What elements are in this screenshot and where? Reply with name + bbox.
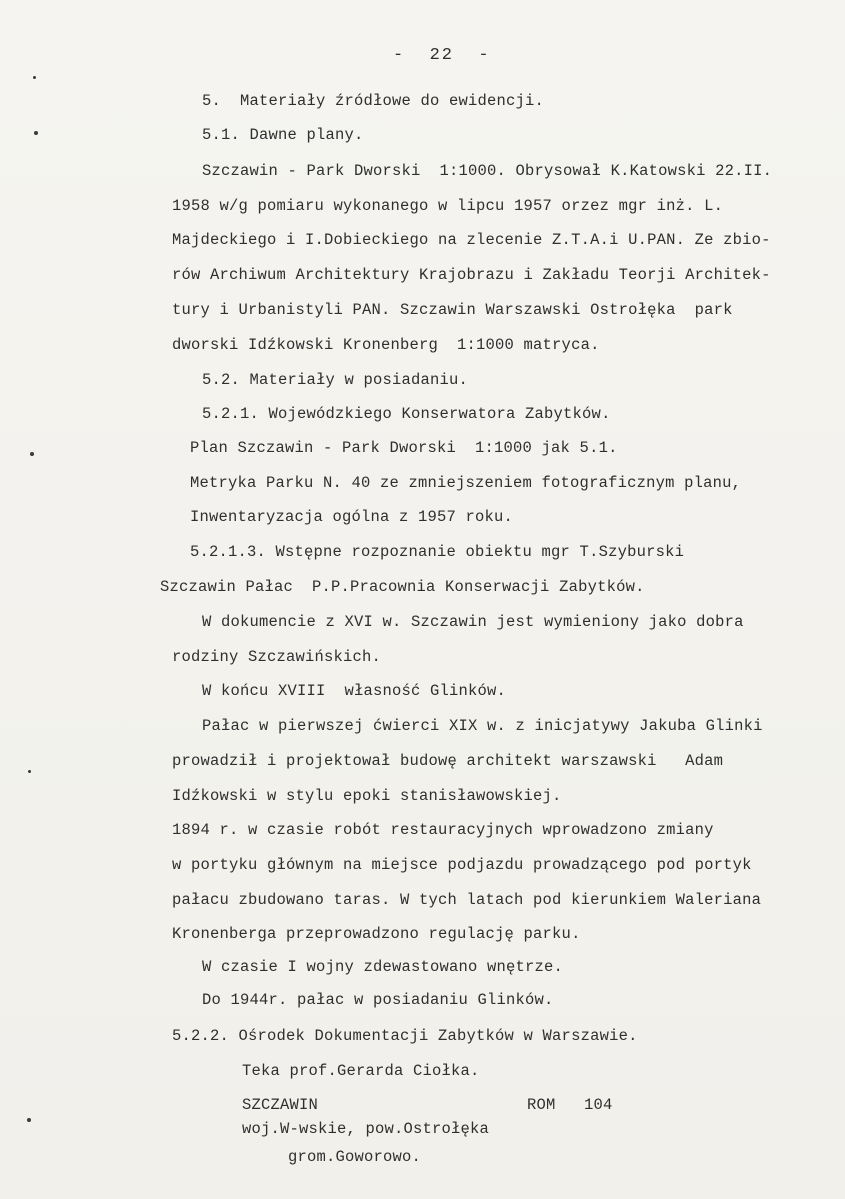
text-line: Plan Szczawin - Park Dworski 1:1000 jak 5.1. — [190, 439, 618, 457]
text-line: Inwentaryzacja ogólna z 1957 roku. — [190, 508, 514, 526]
text-line: SZCZAWIN ROM 104 — [242, 1096, 613, 1114]
text-line: Szczawin - Park Dworski 1:1000. Obrysował K.Katowski 22.II. — [202, 162, 773, 180]
text-line: 5.2.2. Ośrodek Dokumentacji Zabytków w Warszawie. — [172, 1027, 638, 1045]
text-line: 1958 w/g pomiaru wykonanego w lipcu 1957 orzez mgr inż. L. — [172, 197, 724, 215]
text-line: pałacu zbudowano taras. W tych latach pod kierunkiem Waleriana — [172, 891, 762, 909]
margin-mark — [34, 131, 38, 135]
text-line: dworski Idźkowski Kronenberg 1:1000 matryca. — [172, 336, 600, 354]
text-line: W czasie I wojny zdewastowano wnętrze. — [202, 958, 564, 976]
text-line: Teka prof.Gerarda Ciołka. — [242, 1062, 480, 1080]
text-line: 5.1. Dawne plany. — [202, 126, 364, 144]
text-line: 5.2. Materiały w posiadaniu. — [202, 371, 469, 389]
text-line: rodziny Szczawińskich. — [172, 648, 382, 666]
margin-mark — [33, 76, 36, 79]
text-line: W dokumencie z XVI w. Szczawin jest wymieniony jako dobra — [202, 613, 744, 631]
text-line: tury i Urbanistyli PAN. Szczawin Warszawski Ostrołęka park — [172, 301, 733, 319]
margin-mark — [30, 452, 34, 456]
margin-mark — [27, 1118, 31, 1122]
text-line: rów Archiwum Architektury Krajobrazu i Zakładu Teorji Architek- — [172, 266, 771, 284]
text-line: 5. Materiały źródłowe do ewidencji. — [202, 92, 545, 110]
margin-mark — [28, 770, 31, 773]
text-line: grom.Goworowo. — [288, 1148, 422, 1166]
text-line: Do 1944r. pałac w posiadaniu Glinków. — [202, 991, 554, 1009]
text-line: W końcu XVIII własność Glinków. — [202, 682, 507, 700]
page-number: - 22 - — [393, 46, 491, 65]
text-line: Majdeckiego i I.Dobieckiego na zlecenie Z.T.A.i U.PAN. Ze zbio- — [172, 231, 771, 249]
text-line: Pałac w pierwszej ćwierci XIX w. z inicjatywy Jakuba Glinki — [202, 717, 763, 735]
text-line: prowadził i projektował budowę architekt warszawski Adam — [172, 752, 724, 770]
text-line: 5.2.1.3. Wstępne rozpoznanie obiektu mgr T.Szyburski — [190, 543, 685, 561]
text-line: 1894 r. w czasie robót restauracyjnych wprowadzono zmiany — [172, 821, 714, 839]
text-line: Kronenberga przeprowadzono regulację parku. — [172, 925, 581, 943]
text-line: Idźkowski w stylu epoki stanisławowskiej. — [172, 787, 562, 805]
text-line: 5.2.1. Wojewódzkiego Konserwatora Zabytków. — [202, 405, 611, 423]
text-line: w portyku głównym na miejsce podjazdu prowadzącego pod portyk — [172, 856, 752, 874]
text-line: Szczawin Pałac P.P.Pracownia Konserwacji Zabytków. — [160, 578, 645, 596]
text-line: woj.W-wskie, pow.Ostrołęka — [242, 1120, 490, 1138]
text-line: Metryka Parku N. 40 ze zmniejszeniem fotograficznym planu, — [190, 474, 742, 492]
